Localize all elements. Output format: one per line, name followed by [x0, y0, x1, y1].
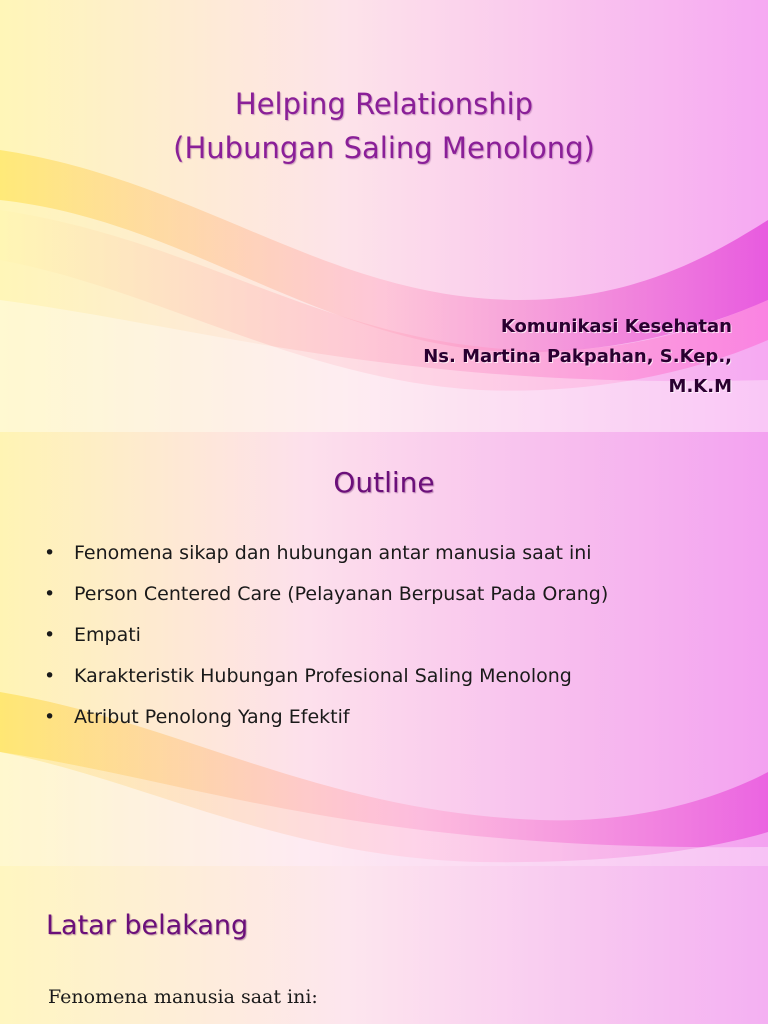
bullet-icon: •	[44, 665, 56, 687]
bullet-icon: •	[44, 583, 56, 605]
bullet-icon: •	[44, 706, 56, 728]
list-item-text: Person Centered Care (Pelayanan Berpusat Pada Orang)	[74, 583, 609, 605]
title-line-1: Helping Relationship	[234, 87, 534, 121]
slide-title-heading	[0, 82, 768, 170]
list-item	[44, 622, 608, 663]
latar-belakang-heading: Latar belakang	[46, 910, 249, 941]
list-item-text: Empati	[74, 624, 141, 646]
slide-outline	[0, 432, 768, 866]
list-item-text: Fenomena sikap dan hubungan antar manusia saat ini	[74, 542, 592, 564]
list-item	[44, 663, 608, 704]
subtitle-line-2: Ns. Martina Pakpahan, S.Kep.,	[423, 346, 732, 367]
list-item	[44, 540, 608, 581]
list-item	[44, 581, 608, 622]
bullet-icon: •	[44, 542, 56, 564]
outline-heading: Outline	[333, 466, 435, 499]
outline-list	[44, 540, 608, 745]
body-text: Fenomena manusia saat ini:	[48, 986, 318, 1008]
slide-title	[0, 0, 768, 432]
list-item	[44, 704, 608, 745]
subtitle-line-3: M.K.M	[668, 376, 732, 397]
list-item-text: Karakteristik Hubungan Profesional Saling Menolong	[74, 665, 572, 687]
list-item-text: Atribut Penolong Yang Efektif	[74, 706, 350, 728]
subtitle-line-1: Komunikasi Kesehatan	[500, 316, 732, 337]
title-line-2: (Hubungan Saling Menolong)	[173, 131, 595, 165]
bullet-icon: •	[44, 624, 56, 646]
slide-background-section	[0, 866, 768, 1024]
slide-subtitle	[423, 312, 732, 402]
